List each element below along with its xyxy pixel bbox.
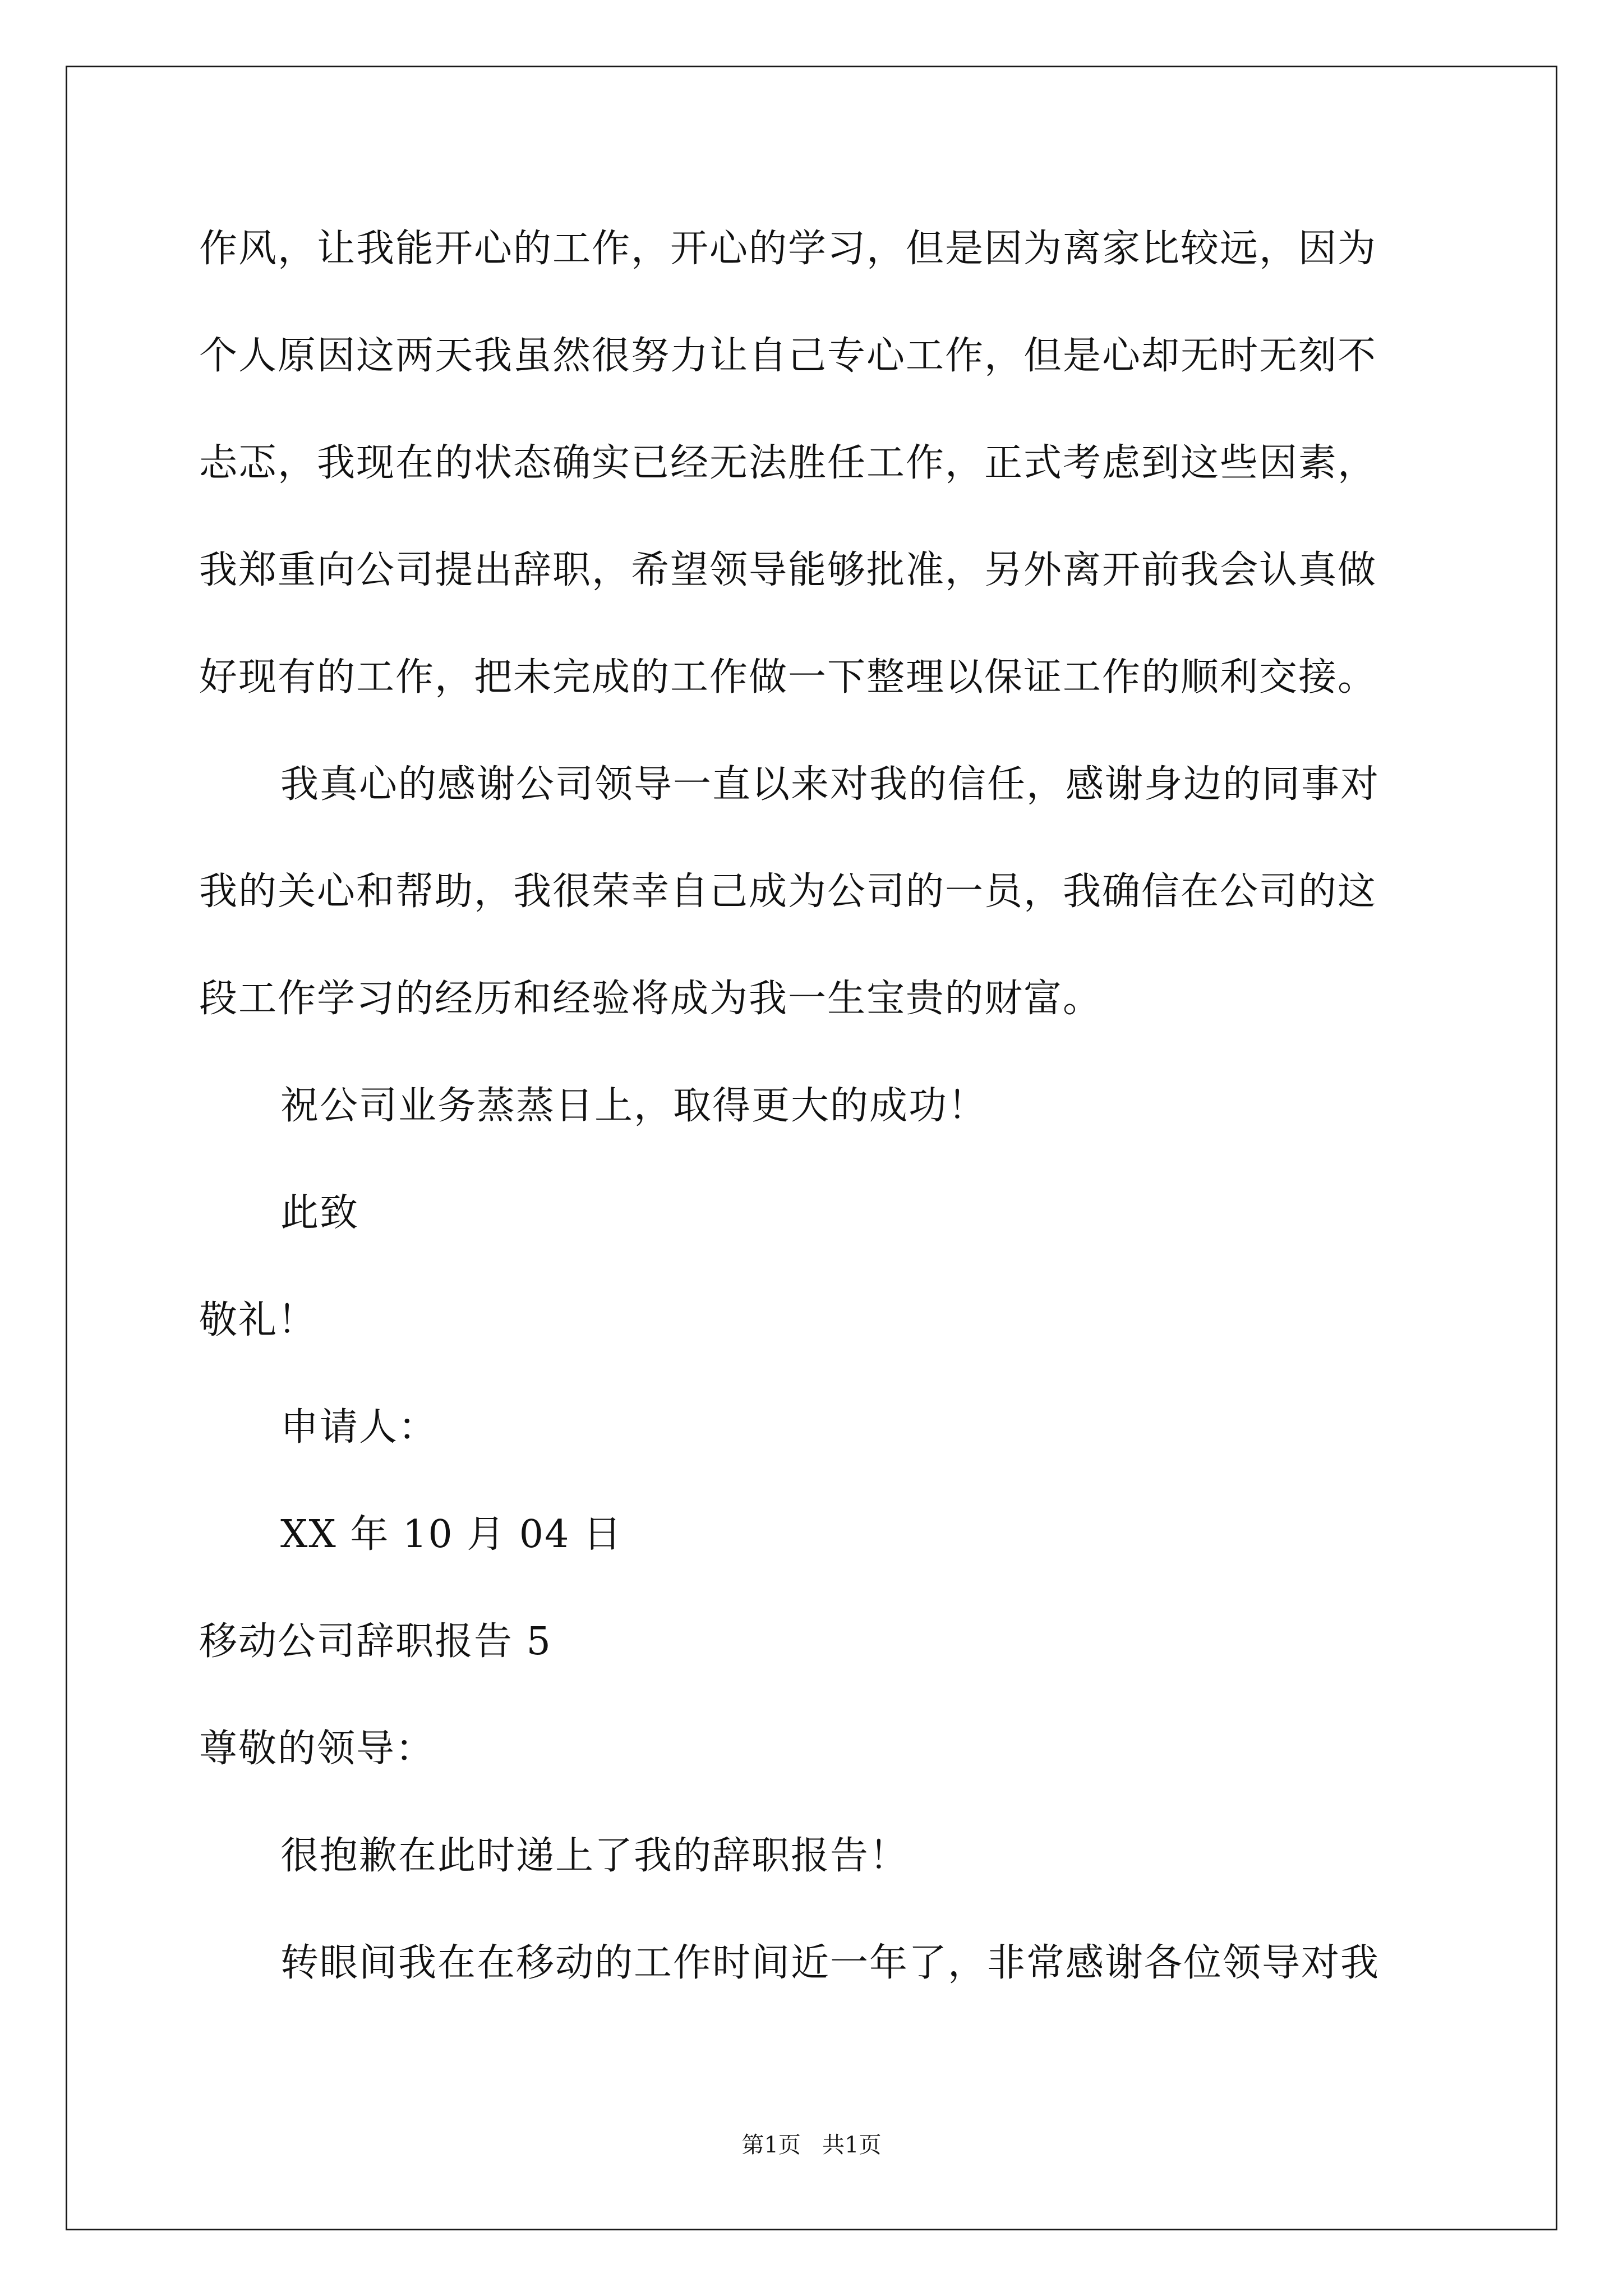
text-line: 忐忑，我现在的状态确实已经无法胜任工作，正式考虑到这些因素， bbox=[199, 441, 1377, 485]
text-line: 好现有的工作，把未完成的工作做一下整理以保证工作的顺利交接。 bbox=[199, 655, 1377, 700]
text-line: 段工作学习的经历和经验将成为我一生宝贵的财富。 bbox=[199, 977, 1103, 1021]
text-line: 很抱歉在此时递上了我的辞职报告！ bbox=[280, 1834, 909, 1878]
section-title: 移动公司辞职报告 5 bbox=[199, 1619, 552, 1664]
closing-line: 此致 bbox=[280, 1191, 359, 1235]
text-line: 我的关心和帮助，我很荣幸自己成为公司的一员，我确信在公司的这 bbox=[199, 869, 1377, 914]
text-line: 作风，让我能开心的工作，开心的学习，但是因为离家比较远，因为 bbox=[199, 227, 1377, 271]
page-border bbox=[66, 66, 1557, 2230]
greeting-line: 尊敬的领导： bbox=[199, 1727, 435, 1771]
applicant-label: 申请人： bbox=[280, 1405, 438, 1450]
salutation-line: 敬礼！ bbox=[199, 1298, 317, 1342]
page-footer: 第1页 共1页 bbox=[741, 2132, 882, 2158]
text-line: 我真心的感谢公司领导一直以来对我的信任，感谢身边的同事对 bbox=[280, 762, 1380, 807]
text-line: 转眼间我在在移动的工作时间近一年了，非常感谢各位领导对我 bbox=[280, 1941, 1380, 1985]
text-line: 我郑重向公司提出辞职，希望领导能够批准，另外离开前我会认真做 bbox=[199, 548, 1377, 592]
text-line: 祝公司业务蒸蒸日上，取得更大的成功！ bbox=[280, 1084, 988, 1128]
text-line: 个人原因这两天我虽然很努力让自己专心工作，但是心却无时无刻不 bbox=[199, 334, 1377, 378]
date-line: XX 年 10 月 04 日 bbox=[280, 1512, 623, 1557]
